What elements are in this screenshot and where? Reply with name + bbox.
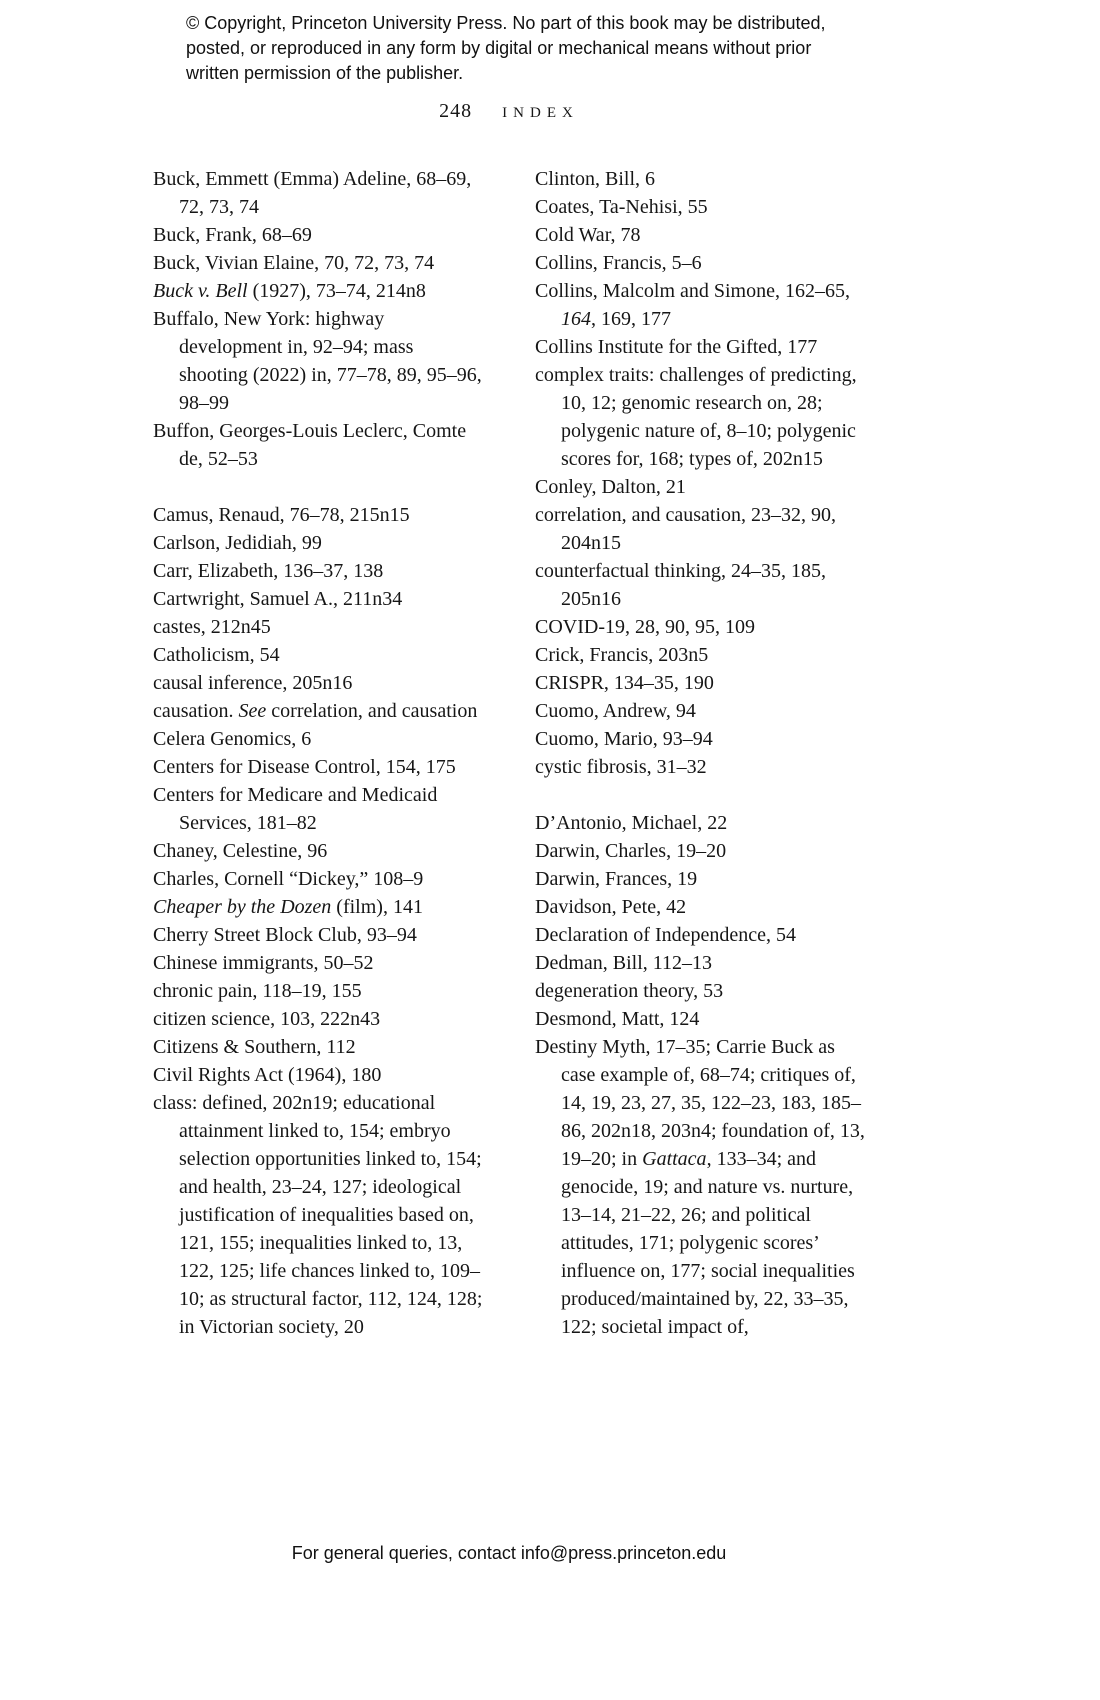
- index-entry-text: D’Antonio, Michael, 22: [535, 812, 728, 834]
- index-entry-text: Davidson, Pete, 42: [535, 896, 687, 918]
- index-entry: [535, 725, 867, 753]
- index-entry: [535, 669, 867, 697]
- index-entry-text: Cartwright, Samuel A., 211n34: [153, 588, 403, 610]
- index-entry-text: Chinese immigrants, 50–52: [153, 952, 374, 974]
- index-entry-text: causal inference, 205n16: [153, 672, 353, 694]
- index-entry: [153, 1061, 485, 1089]
- index-entry: [153, 725, 485, 753]
- index-entry-text: Camus, Renaud, 76–78, 215n15: [153, 504, 410, 526]
- index-entry-text: Darwin, Charles, 19–20: [535, 840, 727, 862]
- index-entry: [153, 781, 485, 837]
- index-entry: [535, 865, 867, 893]
- index-entry: [535, 1033, 867, 1341]
- index-entry-text: Carr, Elizabeth, 136–37, 138: [153, 560, 384, 582]
- index-entry-italic-text: 164: [561, 308, 591, 330]
- index-entry: [153, 641, 485, 669]
- index-entry-text: Cherry Street Block Club, 93–94: [153, 924, 417, 946]
- index-entry-text: class: defined, 202n19; educational attainment linked to, 154; embryo selection opportunities linked to, 154; and health, 23–24, 127; ideological justification of inequalities based on, 121, 155; inequalities linked to, 13, 122, 125; life chances linked to, 109–10; as structural factor, 112, 124, 128; in Victorian society, 20: [153, 1092, 483, 1338]
- index-entry-text: Centers for Disease Control, 154, 175: [153, 756, 456, 778]
- index-entry-text: Clinton, Bill, 6: [535, 168, 656, 190]
- index-entry-text: castes, 212n45: [153, 616, 271, 638]
- index-left-column: [153, 165, 485, 1341]
- index-entry-text: correlation, and causation, 23–32, 90, 204n15: [535, 504, 837, 554]
- index-entry: [153, 417, 485, 473]
- index-entry-text: degeneration theory, 53: [535, 980, 724, 1002]
- index-entry-text: (film), 141: [331, 896, 423, 918]
- index-entry: [535, 333, 867, 361]
- index-entry: [535, 641, 867, 669]
- index-entry-text: complex traits: challenges of predicting, 10, 12; genomic research on, 28; polygenic nature of, 8–10; polygenic scores for, 168; types of, 202n15: [535, 364, 857, 470]
- index-entry-text: Cold War, 78: [535, 224, 641, 246]
- index-entry: [535, 809, 867, 837]
- index-entry-text: Desmond, Matt, 124: [535, 1008, 700, 1030]
- index-entry-text: Destiny Myth, 17–35; Carrie Buck as case example of, 68–74; critiques of, 14, 19, 23, 27, 35, 122–23, 183, 185–86, 202n18, 203n4; foundation of, 13, 19–20; in: [535, 1036, 865, 1170]
- index-entry: [153, 1005, 485, 1033]
- index-entry-text: Cuomo, Mario, 93–94: [535, 728, 713, 750]
- index-entry: [153, 921, 485, 949]
- page-header: [153, 100, 865, 123]
- index-entry-text: Darwin, Frances, 19: [535, 868, 698, 890]
- index-entry: [535, 473, 867, 501]
- index-entry: [153, 753, 485, 781]
- index-entry-text: Buck, Emmett (Emma) Adeline, 68–69, 72, 73, 74: [153, 168, 472, 218]
- index-entry: [153, 585, 485, 613]
- index-entry: [535, 221, 867, 249]
- index-entry-text: Collins, Francis, 5–6: [535, 252, 702, 274]
- index-entry-text: Declaration of Independence, 54: [535, 924, 796, 946]
- index-entry: [535, 949, 867, 977]
- index-entry-text: Civil Rights Act (1964), 180: [153, 1064, 382, 1086]
- index-entry: [153, 1089, 485, 1341]
- index-entry: [153, 305, 485, 417]
- index-entry-text: Carlson, Jedidiah, 99: [153, 532, 322, 554]
- index-entry: [153, 529, 485, 557]
- index-entry-text: Catholicism, 54: [153, 644, 280, 666]
- index-entry: [535, 613, 867, 641]
- index-entry-text: Buffalo, New York: highway development in, 92–94; mass shooting (2022) in, 77–78, 89, 95–96, 98–99: [153, 308, 482, 414]
- index-entry: [535, 557, 867, 613]
- index-entry: [535, 1005, 867, 1033]
- index-entry: [535, 893, 867, 921]
- index-entry: [153, 501, 485, 529]
- index-entry: [535, 361, 867, 473]
- index-entry-text: (1927), 73–74, 214n8: [247, 280, 426, 302]
- index-entry-text: CRISPR, 134–35, 190: [535, 672, 714, 694]
- index-entry-text: Coates, Ta-Nehisi, 55: [535, 196, 708, 218]
- index-entry: [153, 249, 485, 277]
- index-entry: [153, 277, 485, 305]
- index-entry-text: Celera Genomics, 6: [153, 728, 312, 750]
- index-entry: [535, 837, 867, 865]
- index-entry: [153, 221, 485, 249]
- index-columns: [153, 165, 867, 1341]
- index-entry-text: Crick, Francis, 203n5: [535, 644, 709, 666]
- index-entry: [535, 277, 867, 333]
- index-entry-text: , 169, 177: [591, 308, 671, 330]
- index-entry-text: Buck, Frank, 68–69: [153, 224, 312, 246]
- index-entry-italic-text: See: [238, 700, 267, 722]
- index-entry: [535, 501, 867, 557]
- index-entry: [153, 669, 485, 697]
- index-right-column: [535, 165, 867, 1341]
- index-entry-text: Buck, Vivian Elaine, 70, 72, 73, 74: [153, 252, 435, 274]
- index-entry: [153, 893, 485, 921]
- index-entry: [153, 837, 485, 865]
- index-entry-italic-text: Buck v. Bell: [153, 280, 248, 302]
- index-title: INDEX: [502, 105, 579, 121]
- index-entry: [153, 613, 485, 641]
- copyright-notice: © Copyright, Princeton University Press. No part of this book may be distributed, posted, or reproduced in any form by digital or mechanical means without prior written permission of the publisher.: [186, 13, 826, 83]
- index-entry-text: Centers for Medicare and Medicaid Services, 181–82: [153, 784, 438, 834]
- index-entry: [153, 697, 485, 725]
- index-entry-text: COVID-19, 28, 90, 95, 109: [535, 616, 755, 638]
- index-entry-text: Conley, Dalton, 21: [535, 476, 686, 498]
- index-entry-text: , 133–34; and genocide, 19; and nature vs. nurture, 13–14, 21–22, 26; and political attitudes, 171; polygenic scores’ influence on, 177; social inequalities produced/maintained by, 22, 33–35, 122; societal impact of,: [561, 1148, 855, 1338]
- index-entry-text: counterfactual thinking, 24–35, 185, 205n16: [535, 560, 827, 610]
- index-entry-text: Cuomo, Andrew, 94: [535, 700, 696, 722]
- footer-contact: For general queries, contact info@press.princeton.edu: [291, 1543, 727, 1563]
- index-entry-text: causation.: [153, 700, 239, 722]
- page-number: 248: [439, 100, 473, 122]
- index-entry: [535, 977, 867, 1005]
- index-entry-text: cystic fibrosis, 31–32: [535, 756, 707, 778]
- index-entry-text: Citizens & Southern, 112: [153, 1036, 356, 1058]
- index-entry-text: Charles, Cornell “Dickey,” 108–9: [153, 868, 424, 890]
- index-entry: [535, 193, 867, 221]
- index-entry: [535, 921, 867, 949]
- index-entry-text: correlation, and causation: [266, 700, 478, 722]
- index-entry: [535, 165, 867, 193]
- index-entry-text: Chaney, Celestine, 96: [153, 840, 328, 862]
- index-entry-text: Collins Institute for the Gifted, 177: [535, 336, 818, 358]
- index-entry: [153, 557, 485, 585]
- index-entry: [535, 753, 867, 781]
- index-entry-text: chronic pain, 118–19, 155: [153, 980, 362, 1002]
- index-entry: [153, 865, 485, 893]
- index-entry: [153, 977, 485, 1005]
- index-entry-text: Collins, Malcolm and Simone, 162–65,: [535, 280, 850, 302]
- index-entry-italic-text: Gattaca: [642, 1148, 707, 1170]
- index-entry: [153, 1033, 485, 1061]
- index-entry-italic-text: Cheaper by the Dozen: [153, 896, 332, 918]
- index-entry-text: citizen science, 103, 222n43: [153, 1008, 381, 1030]
- index-entry-text: Dedman, Bill, 112–13: [535, 952, 713, 974]
- index-entry: [153, 165, 485, 221]
- index-entry: [153, 949, 485, 977]
- index-entry-text: Buffon, Georges-Louis Leclerc, Comte de, 52–53: [153, 420, 467, 470]
- index-entry: [535, 249, 867, 277]
- index-entry: [535, 697, 867, 725]
